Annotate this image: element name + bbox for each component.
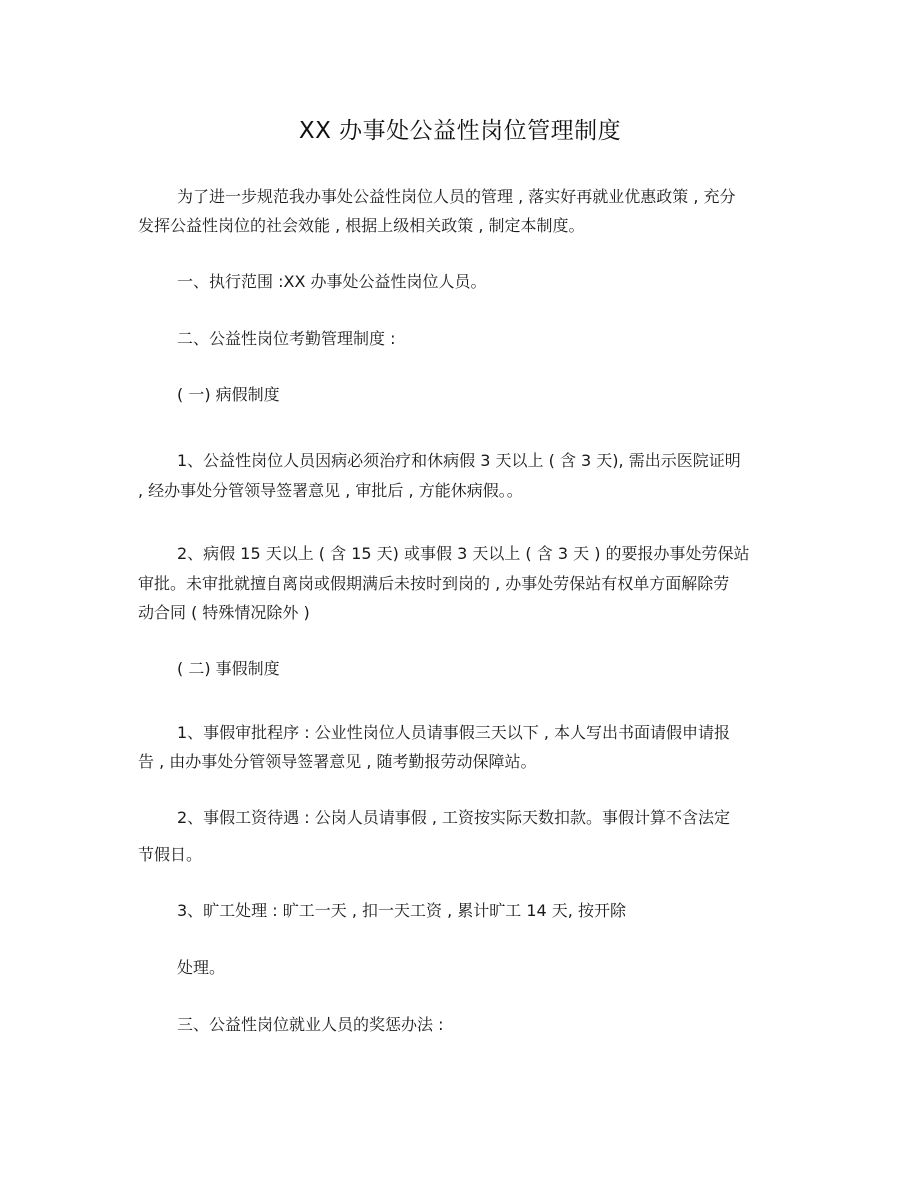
- absenteeism-item-3-line-1: 3、旷工处理 : 旷工一天 , 扣一天工资 , 累计旷工 14 天, 按开除: [177, 901, 626, 920]
- section-2-heading: 二、公益性岗位考勤管理制度 :: [177, 329, 396, 348]
- sick-leave-item-1-line-2: , 经办事处分管领导签署意见 , 审批后 , 方能休病假。。: [138, 481, 523, 500]
- sick-leave-item-2-line-2: 审批。未审批就擅自离岗或假期满后未按时到岗的 , 办事处劳保站有权单方面解除劳: [138, 574, 730, 593]
- sick-leave-item-1-line-1: 1、公益性岗位人员因病必须治疗和休病假 3 天以上 ( 含 3 天), 需出示医院证明: [177, 451, 741, 470]
- subsection-personal-leave-heading: ( 二) 事假制度: [177, 659, 280, 678]
- sick-leave-item-2-line-3: 动合同 ( 特殊情况除外 ): [138, 603, 310, 622]
- subsection-sick-leave-heading: ( 一) 病假制度: [177, 385, 280, 404]
- paragraph-intro-line-1: 为了进一步规范我办事处公益性岗位人员的管理 , 落实好再就业优惠政策 , 充分: [177, 187, 736, 206]
- document-title: XX 办事处公益性岗位管理制度: [298, 118, 622, 144]
- personal-leave-item-1-line-2: 告 , 由办事处分管领导签署意见 , 随考勤报劳动保障站。: [138, 752, 537, 771]
- personal-leave-item-2-line-2: 节假日。: [138, 845, 203, 864]
- personal-leave-item-1-line-1: 1、事假审批程序 : 公业性岗位人员请事假三天以下 , 本人写出书面请假申请报: [177, 723, 731, 742]
- absenteeism-item-3-line-2: 处理。: [177, 958, 226, 977]
- section-1-scope: 一、执行范围 :XX 办事处公益性岗位人员。: [177, 272, 487, 291]
- personal-leave-item-2-line-1: 2、事假工资待遇 : 公岗人员请事假 , 工资按实际天数扣款。事假计算不含法定: [177, 808, 731, 827]
- paragraph-intro-line-2: 发挥公益性岗位的社会效能 , 根据上级相关政策 , 制定本制度。: [138, 216, 585, 235]
- sick-leave-item-2-line-1: 2、病假 15 天以上 ( 含 15 天) 或事假 3 天以上 ( 含 3 天 ) 的要报办事处劳保站: [177, 544, 750, 563]
- section-3-heading: 三、公益性岗位就业人员的奖惩办法 :: [177, 1015, 444, 1034]
